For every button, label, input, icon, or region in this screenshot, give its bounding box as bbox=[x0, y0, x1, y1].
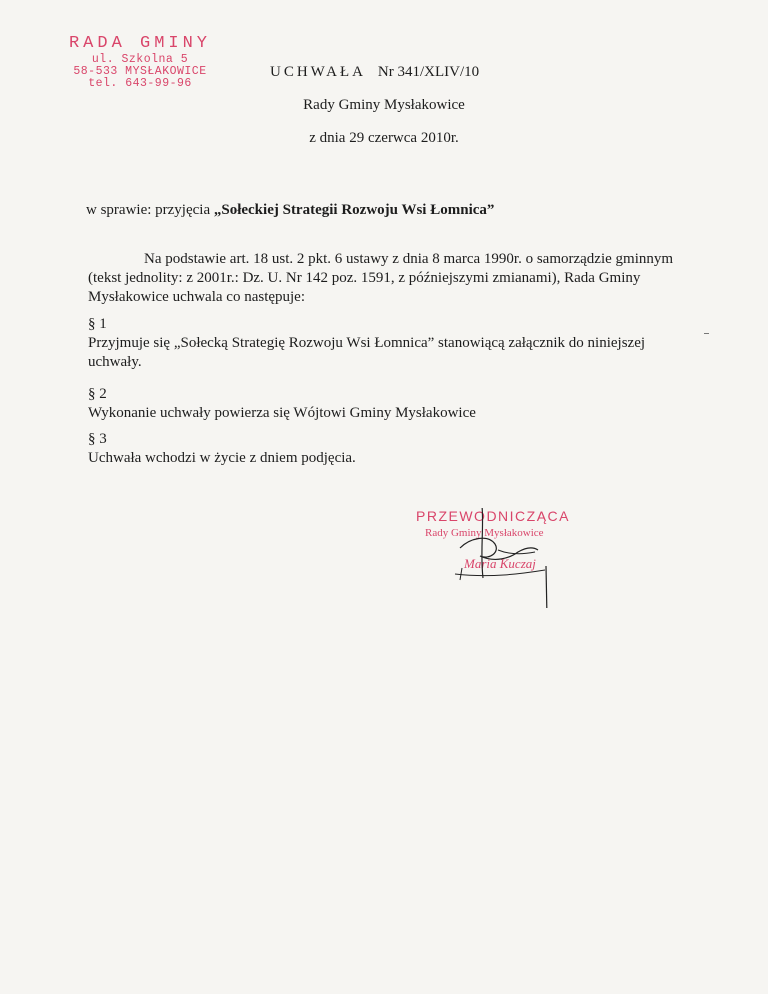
section-mark: § 3 bbox=[88, 431, 107, 447]
section-2 bbox=[88, 385, 698, 423]
stamp-line-1: RADA GMINY bbox=[68, 34, 212, 53]
signer-name: Maria Kuczaj bbox=[464, 556, 536, 571]
document-title bbox=[270, 64, 479, 81]
subject-prefix: w sprawie: przyjęcia bbox=[86, 202, 214, 218]
resolution-date: z dnia 29 czerwca 2010r. bbox=[309, 130, 459, 146]
preamble-paragraph bbox=[88, 250, 688, 307]
signature-stamp bbox=[400, 508, 630, 608]
signer-role: PRZEWODNICZĄCA bbox=[416, 508, 570, 524]
margin-mark bbox=[704, 333, 709, 334]
stamp-line-2: ul. Szkolna 5 bbox=[91, 53, 189, 66]
section-mark: § 2 bbox=[88, 386, 107, 402]
signer-organization: Rady Gminy Mysłakowice bbox=[425, 527, 544, 539]
preamble-text: Na podstawie art. 18 ust. 2 pkt. 6 ustawy z dnia 8 marca 1990r. o samorządzie gminnym (tekst jednolity: z 2001r.: Dz. U. Nr 142 poz. 1591, z późniejszymi zmianami), Rada Gminy Mysłakowice uchwala co następuje: bbox=[88, 251, 674, 305]
section-text: Uchwała wchodzi w życie z dniem podjęcia. bbox=[88, 450, 356, 466]
section-text: Wykonanie uchwały powierza się Wójtowi Gminy Mysłakowice bbox=[88, 405, 476, 421]
stamp-line-4: tel. 643-99-96 bbox=[88, 77, 192, 90]
resolution-number: Nr 341/XLIV/10 bbox=[377, 64, 480, 80]
stamp-line-3: 58-533 MYSŁAKOWICE bbox=[73, 65, 207, 78]
section-mark: § 1 bbox=[88, 316, 107, 332]
subject-title: „Sołeckiej Strategii Rozwoju Wsi Łomnica” bbox=[213, 202, 495, 218]
resolution-subject bbox=[86, 202, 494, 219]
section-text: Przyjmuje się „Sołecką Strategię Rozwoju Wsi Łomnica” stanowiącą załącznik do niniejszej uchwały. bbox=[88, 335, 646, 370]
council-stamp bbox=[50, 34, 230, 90]
section-1 bbox=[88, 315, 698, 372]
handwritten-signature-icon bbox=[400, 508, 630, 608]
section-3 bbox=[88, 430, 698, 468]
title-word: UCHWAŁA bbox=[270, 64, 366, 80]
council-name: Rady Gminy Mysłakowice bbox=[303, 97, 465, 113]
